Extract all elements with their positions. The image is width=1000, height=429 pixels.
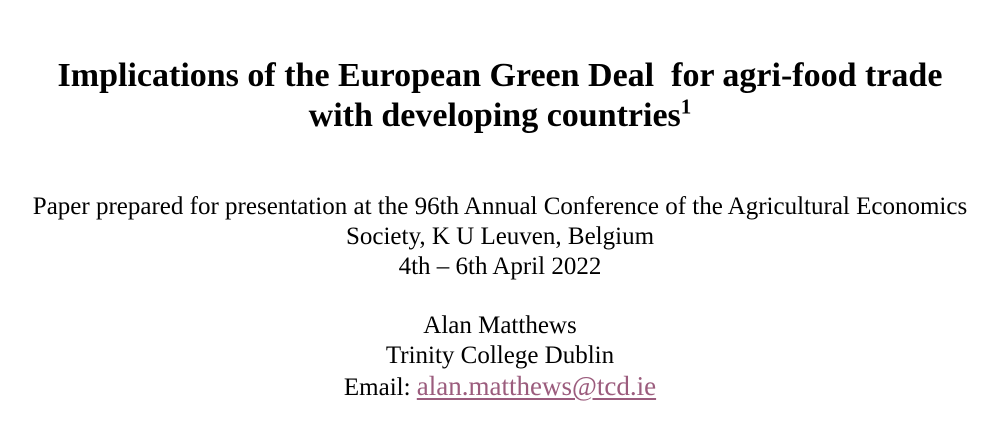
conference-details [0,192,1000,282]
paper-title-line2 [0,96,1000,136]
author-affiliation: Trinity College Dublin [385,342,615,369]
conference-dates: 4th – 6th April 2022 [398,253,602,280]
author-email-line [0,371,1000,403]
conference-line2: Society, K U Leuven, Belgium [345,223,655,250]
author-details [0,311,1000,403]
paper-title-line1: Implications of the European Green Deal for agri-food trade [57,57,943,94]
email-link[interactable]: alan.matthews@tcd.ie [416,371,657,401]
conference-line1: Paper prepared for presentation at the 96th Annual Conference of the Agricultural Economics [32,193,968,220]
email-label: Email: [343,374,411,401]
footnote-marker: 1 [680,94,692,119]
author-name: Alan Matthews [423,312,577,339]
paper-title-line2-text: with developing countries [308,97,681,134]
paper-title [0,56,1000,136]
